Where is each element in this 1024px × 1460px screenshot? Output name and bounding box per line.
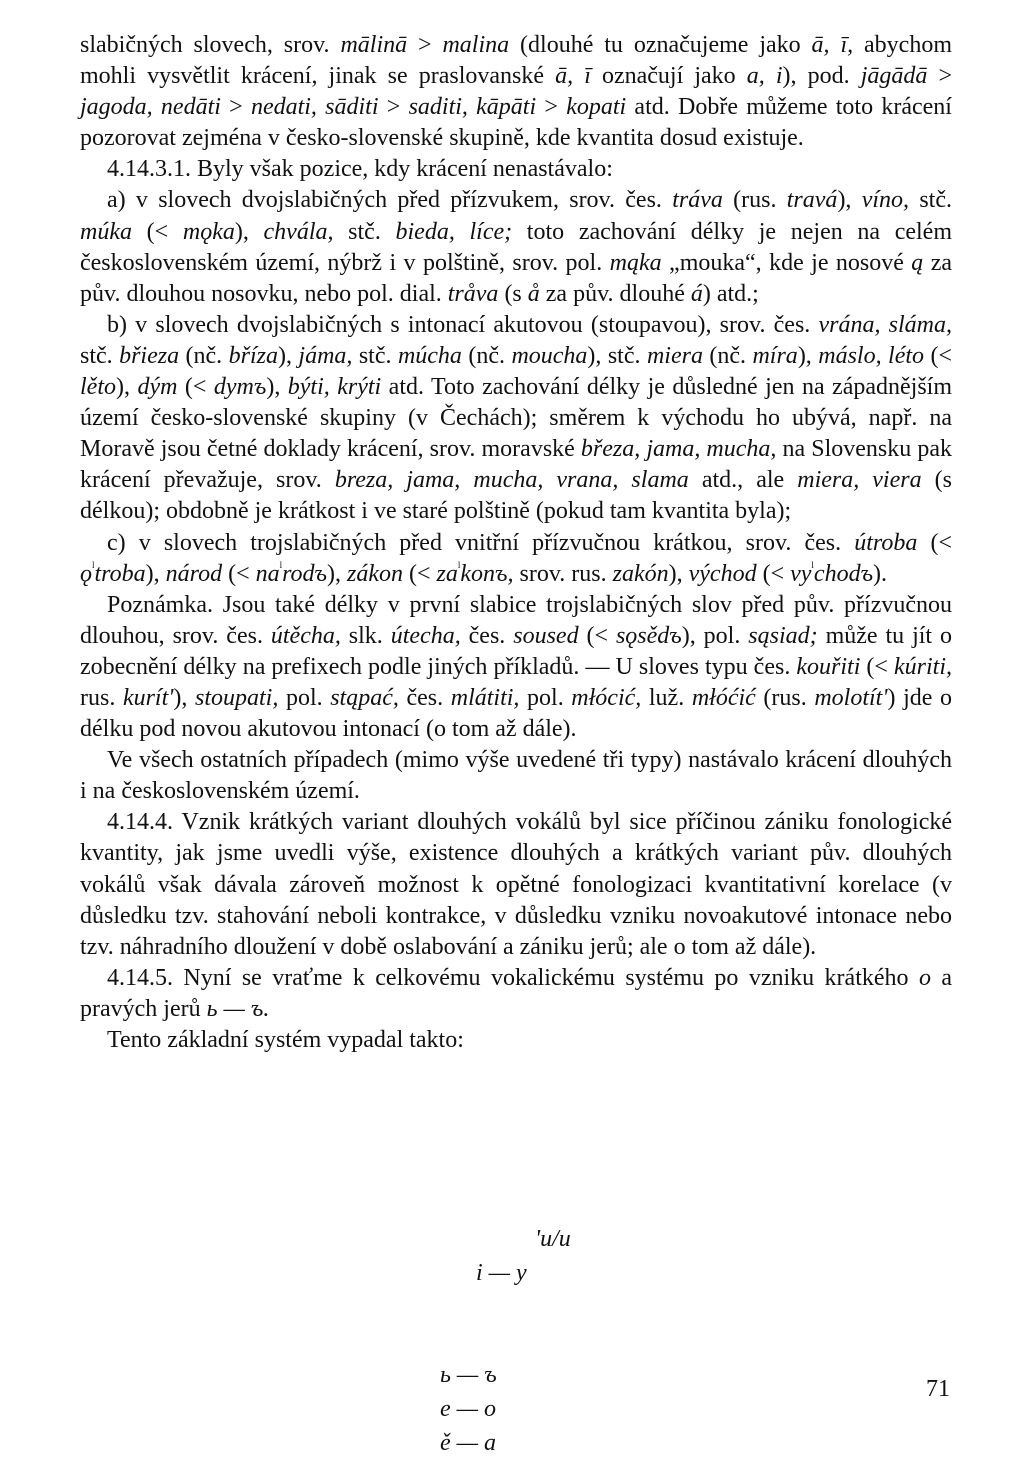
italic-term: víno, xyxy=(861,187,910,214)
scheme-row-1-left: i — y xyxy=(476,1260,527,1286)
text-run: na Slovensku pak krácení převažuje, srov. xyxy=(80,436,952,494)
paragraph-p6 xyxy=(80,590,952,745)
scheme-row-1-right: 'u/u xyxy=(535,1226,571,1252)
italic-term: tråva xyxy=(447,280,499,307)
italic-term: stąpać, xyxy=(330,684,399,711)
text-run: slabičných slovech, srov. xyxy=(80,32,341,58)
text-run: ), pol. xyxy=(681,622,749,649)
stress-mark: ˡ xyxy=(92,559,95,576)
italic-term: sąsiad; xyxy=(748,622,818,649)
text-run: čes. xyxy=(398,684,451,711)
text-run: (dlouhé tu označujeme jako xyxy=(509,32,812,58)
text-run: ), xyxy=(234,218,264,245)
text-run: může tu jít o zobecnění délky na prefixech podle jiných příkladů. — U sloves typu čes. xyxy=(80,622,952,680)
text-run: (s délkou); obdobně je krátkost i ve staré polštině (pokud tam kvantita byla); xyxy=(80,467,952,525)
text-run: Ve všech ostatních případech (mimo výše uvedené tři typy) nastávalo krácení dlouhých i na československém území. xyxy=(80,747,952,805)
paragraph-p7 xyxy=(80,745,952,807)
page-number: 71 xyxy=(926,1376,950,1402)
text-run: (nč. xyxy=(179,342,229,369)
text-run: pol. xyxy=(278,684,331,711)
italic-term: východ xyxy=(688,560,757,587)
italic-term: miera xyxy=(646,342,703,369)
text-run: (rus. xyxy=(722,187,787,214)
italic-term: kurít' xyxy=(122,684,174,711)
italic-term: býti, krýti xyxy=(287,374,382,401)
text-run: ), xyxy=(797,342,819,369)
text-run: rus. xyxy=(80,684,123,711)
text-run: 4.14.5. Nyní se vraťme k celkovému vokalickému systému po vzniku krátkého xyxy=(107,964,919,991)
italic-term: malina xyxy=(442,32,510,58)
italic-term: młóćić xyxy=(691,684,756,711)
italic-term: múcha xyxy=(397,342,462,369)
text-run: (< xyxy=(403,560,437,587)
italic-term: breza, jama, mucha, vrana, slama xyxy=(334,467,689,494)
scheme-row-2: ь — ъ xyxy=(440,1362,497,1388)
text-run: ), xyxy=(277,342,299,369)
scheme-row-1 xyxy=(440,1222,571,1358)
text-run: (< xyxy=(860,653,894,680)
italic-term: nedati, sāditi xyxy=(250,94,379,121)
italic-term: útroba xyxy=(854,529,918,556)
italic-term: soused xyxy=(513,622,579,649)
italic-term: stoupati, xyxy=(195,684,279,711)
italic-term: bříza xyxy=(228,342,278,369)
text-run: c) v slovech trojslabičných před vnitřní přízvučnou krátkou, srov. čes. xyxy=(107,529,855,556)
text-run: ) atd.; xyxy=(702,280,759,307)
text-run: pol. xyxy=(519,684,572,711)
text-run: ) jde o délku pod novou akutovou intonací (o tom až dále). xyxy=(80,684,952,743)
italic-term: ą xyxy=(911,249,924,276)
text-run: označují jako xyxy=(590,63,747,90)
italic-term: saditi, kāpāti xyxy=(408,94,537,121)
scheme-row-3: e — o xyxy=(440,1396,496,1422)
text-run: za pův. dlouhé xyxy=(539,280,691,307)
italic-term: dým xyxy=(137,374,178,401)
text-run: > xyxy=(220,94,251,121)
italic-term: å xyxy=(527,280,540,307)
text-run: > xyxy=(927,63,952,90)
text-run: a) v slovech dvojslabičných před přízvukem, srov. čes. xyxy=(107,187,673,214)
text-run: luž. xyxy=(641,684,692,711)
italic-term: á xyxy=(690,280,703,307)
italic-term: jāgādā xyxy=(860,63,928,90)
text-run: (< xyxy=(177,374,214,401)
italic-term: kopati xyxy=(566,94,627,121)
italic-term: lěto xyxy=(80,374,116,401)
italic-term: ь — ъ. xyxy=(206,995,270,1022)
text-run: (< xyxy=(222,560,256,587)
italic-term: kúriti, xyxy=(894,653,952,680)
text-run: (< xyxy=(756,560,791,587)
italic-term: tráva xyxy=(672,187,723,214)
italic-term: moucha xyxy=(511,342,588,369)
italic-term: míra xyxy=(752,342,798,369)
text-run: (< xyxy=(131,218,183,245)
italic-term: břieza xyxy=(119,342,180,369)
text-run: > xyxy=(378,94,409,121)
text-run: atd., ale xyxy=(688,467,798,494)
paragraph-p1 xyxy=(80,30,952,154)
italic-term: zákon xyxy=(347,560,404,587)
text-run: ), pod. xyxy=(782,63,861,90)
text-run: ), xyxy=(116,374,138,401)
text-run: ), xyxy=(668,560,689,587)
text-run: čes. xyxy=(460,622,514,649)
text-run: (< xyxy=(578,622,616,649)
italic-term: národ xyxy=(165,560,223,587)
italic-term: vy xyxy=(790,560,812,587)
text-run: 4.14.3.1. Byly však pozice, kdy krácení nenastávalo: xyxy=(107,156,613,183)
vowel-system-scheme xyxy=(440,1222,571,1460)
text-run: ), xyxy=(837,187,862,214)
italic-term: troba xyxy=(94,560,146,587)
text-run: atd. Dobře můžeme toto krácení pozorovat zejména v česko-slovenské skupině, kde kvantita dosud existuje. xyxy=(80,94,952,152)
italic-term: zakón xyxy=(612,560,669,587)
italic-term: múka xyxy=(80,218,132,245)
italic-term: kouřiti xyxy=(796,653,861,680)
stress-mark: ˡ xyxy=(811,559,814,576)
text-run: ), xyxy=(266,374,288,401)
italic-term: březa, jama, mucha, xyxy=(580,436,777,463)
italic-term: ā, ī, xyxy=(811,32,854,58)
paragraph-p5 xyxy=(80,528,952,590)
text-run: srov. rus. xyxy=(513,560,613,587)
paragraph-p8 xyxy=(80,807,952,962)
italic-term: molotít' xyxy=(814,684,888,711)
italic-term: jagoda, nedāti xyxy=(80,94,221,121)
text-run: stč. xyxy=(352,342,398,369)
italic-term: máslo, léto xyxy=(818,342,925,369)
paragraph-p9 xyxy=(80,963,952,1025)
text-run: 4.14.4. Vznik krátkých variant dlouhých vokálů byl sice příčinou zániku fonologické kvantity, jak jsme uvedli výše, existence dlouhých a krátkých variant pův. dlouhých vokálů však dávala zároveň možnost k opětné fonologizaci kvantitativní korelace (v důsledku tzv. stahování neboli kontrakce, v důsledku vzniku novoakutové intonace nebo tzv. náhradního dloužení v době oslabování a zániku jerů; ale o tom až dále). xyxy=(80,809,952,960)
stress-mark: ˡ xyxy=(457,559,461,576)
paragraph-p3 xyxy=(80,185,952,309)
text-run: ), xyxy=(145,560,166,587)
italic-term: miera, viera xyxy=(797,467,922,494)
paragraph-p2 xyxy=(80,154,952,185)
text-run: ), xyxy=(327,560,348,587)
italic-term: útěcha, xyxy=(270,622,341,649)
italic-term: vrána, sláma, xyxy=(818,311,952,338)
italic-term: o xyxy=(918,964,931,991)
italic-term: młócić, xyxy=(571,684,642,711)
paragraph-p10 xyxy=(80,1025,952,1056)
text-run: „mouka“, kde je nosové xyxy=(661,249,912,276)
text-run: (s xyxy=(498,280,528,307)
italic-term: mālinā xyxy=(340,32,408,58)
text-run: (rus. xyxy=(755,684,815,711)
text-run: ), xyxy=(173,684,195,711)
italic-term: bieda, líce; xyxy=(395,218,513,245)
text-run: atd. Toto zachování délky je důsledné jen na západnějším území česko-slovenské skupiny (v Čechách); směrem k východu ho ubývá, např. na Moravě jsou četné doklady krácení, srov. moravské xyxy=(80,374,953,463)
italic-term: mǫka xyxy=(182,218,235,245)
italic-term: travá xyxy=(786,187,838,214)
text-run: b) v slovech dvojslabičných s intonací akutovou (stoupavou), srov. čes. xyxy=(107,311,819,338)
text-run: (nč. xyxy=(702,342,753,369)
text-run: stč. xyxy=(909,187,952,214)
scheme-row-4: ě — a xyxy=(440,1430,496,1456)
text-run: ). xyxy=(873,560,888,587)
text-run: Poznámka. Jsou také délky v první slabice trojslabičných slov před pův. přízvučnou dlouhou, srov. čes. xyxy=(80,591,952,649)
text-run: stč. xyxy=(333,218,396,245)
italic-term: ā, ī xyxy=(555,63,591,90)
italic-term: a, i xyxy=(746,63,783,90)
italic-term: na xyxy=(255,560,280,587)
text-run: > xyxy=(407,32,443,58)
italic-term: jáma, xyxy=(298,342,353,369)
text-run: ), stč. xyxy=(587,342,647,369)
italic-term: sǫsědъ xyxy=(615,622,682,649)
text-run: Tento základní systém vypadal takto: xyxy=(107,1027,464,1053)
italic-term: za xyxy=(436,560,458,587)
italic-term: útecha, xyxy=(390,622,461,649)
text-run: abychom mohli vysvětlit krácení, jinak se praslovanské xyxy=(80,32,952,90)
text-run: (nč. xyxy=(461,342,512,369)
italic-term: konъ, xyxy=(460,560,514,587)
text-run: za pův. dlouhou nosovku, nebo pol. dial. xyxy=(80,249,953,307)
italic-term: mlátiti, xyxy=(450,684,520,711)
text-run: > xyxy=(536,94,567,121)
italic-term: chvála, xyxy=(263,218,334,245)
paragraph-p4 xyxy=(80,310,952,528)
text-run: (< xyxy=(917,529,952,556)
italic-term: chodъ xyxy=(813,560,874,587)
italic-term: mąka xyxy=(609,249,662,276)
stress-mark: ˡ xyxy=(279,559,283,576)
text-run: a pravých jerů xyxy=(80,964,952,1022)
text-run: (< xyxy=(924,342,952,369)
text-run: stč. xyxy=(80,342,120,369)
italic-term: dymъ xyxy=(213,374,267,401)
body-text xyxy=(80,30,952,1056)
italic-term: ǫ xyxy=(80,560,92,587)
text-run: toto zachování délky je nejen na celém československém území, nýbrž i v polštině, srov. pol. xyxy=(80,218,953,276)
text-run: slk. xyxy=(340,622,391,649)
italic-term: rodъ xyxy=(282,560,328,587)
